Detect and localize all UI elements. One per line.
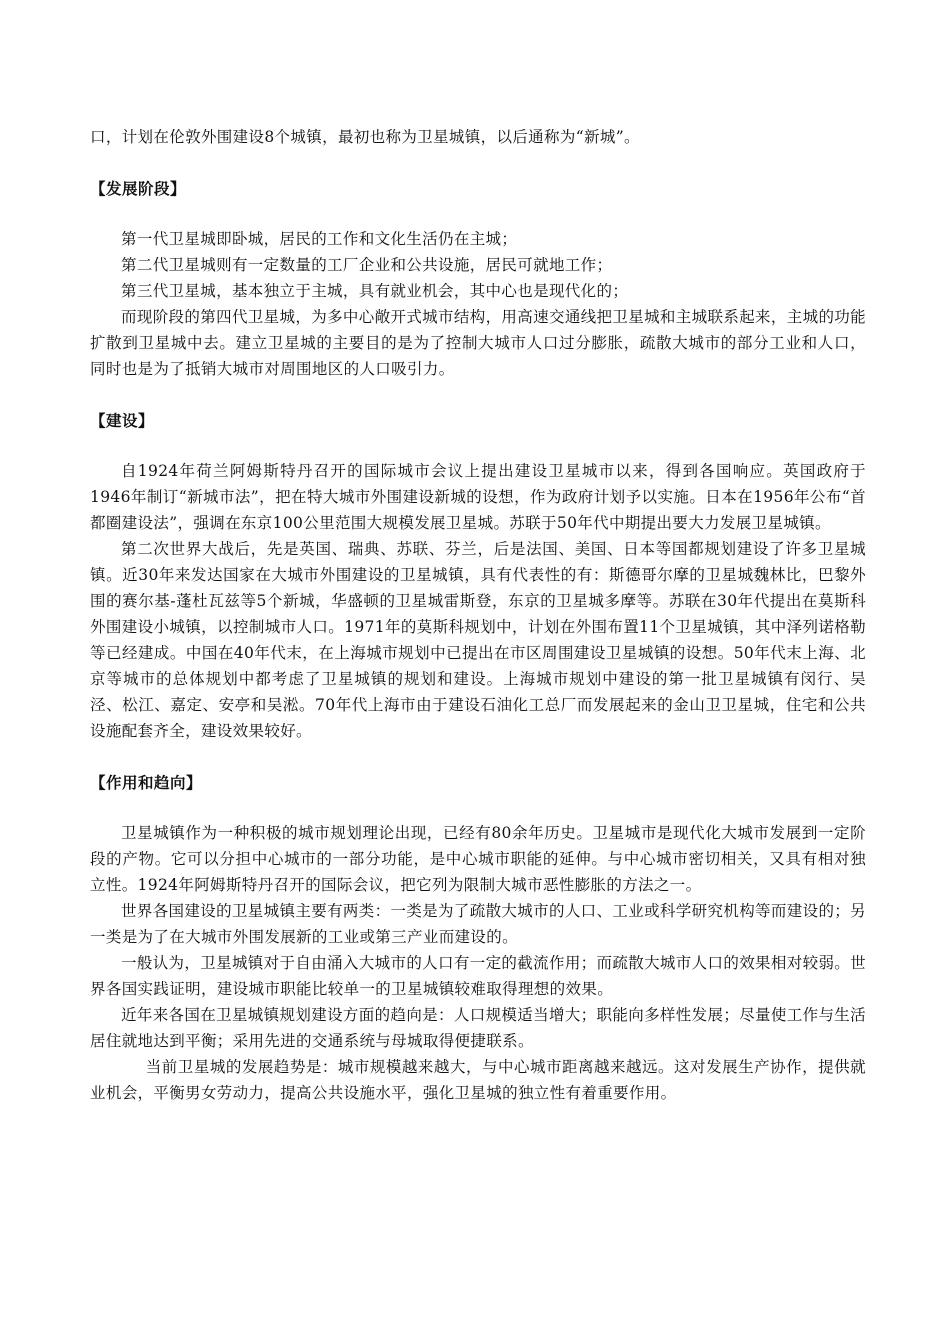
spacer — [90, 202, 866, 226]
stages-paragraph-4: 而现阶段的第四代卫星城，为多中心敞开式城市结构，用高速交通线把卫星城和主城联系起来，主城的功能扩散到卫星城中去。建立卫星城的主要目的是为了控制大城市人口过分膨胀，疏散大城市的部分工业和人口，同时也是为了抵销大城市对周围地区的人口吸引力。 — [90, 308, 866, 378]
section-heading-construction: 【建设】 — [90, 412, 155, 430]
intro-tail-paragraph: 口，计划在伦敦外围建设8个城镇，最初也称为卫星城镇，以后通称为“新城”。 — [90, 128, 640, 146]
role-paragraph-2: 世界各国建设的卫星城镇主要有两类：一类是为了疏散大城市的人口、工业或科学研究机构等而建设的；另一类是为了在大城市外围发展新的工业或第三产业而建设的。 — [90, 902, 866, 946]
role-paragraph-5: 当前卫星城的发展趋势是：城市规模越来越大，与中心城市距离越来越远。这对发展生产协作，提供就业机会，平衡男女劳动力，提高公共设施水平，强化卫星城的独立性有着重要作用。 — [90, 1058, 866, 1102]
role-paragraph-3: 一般认为，卫星城镇对于自由涌入大城市的人口有一定的截流作用；而疏散大城市人口的效果相对较弱。世界各国实践证明，建设城市职能比较单一的卫星城镇较难取得理想的效果。 — [90, 954, 866, 998]
role-paragraph-1: 卫星城镇作为一种积极的城市规划理论出现，已经有80余年历史。卫星城市是现代化大城市发展到一定阶段的产物。它可以分担中心城市的一部分功能，是中心城市职能的延伸。与中心城市密切相关，又具有相对独立性。1924年阿姆斯特丹召开的国际会议，把它列为限制大城市恶性膨胀的方法之一。 — [90, 824, 866, 894]
spacer — [90, 434, 866, 458]
construction-paragraph-2: 第二次世界大战后，先是英国、瑞典、苏联、芬兰，后是法国、美国、日本等国都规划建设了许多卫星城镇。近30年来发达国家在大城市外围建设的卫星城镇，具有代表性的有：斯德哥尔摩的卫星城魏林比，巴黎外围的赛尔基-蓬杜瓦兹等5个新城，华盛顿的卫星城雷斯登，东京的卫星城多摩等。苏联在30年代提出在莫斯科外围建设小城镇，以控制城市人口。1971年的莫斯科规划中，计划在外围布置11个卫星城镇，其中泽列诺格勒等已经建成。中国在40年代末，在上海城市规划中已提出在市区周围建设卫星城镇的设想。50年代末上海、北京等城市的总体规划中都考虑了卫星城镇的规划和建设。上海城市规划中建设的第一批卫星城镇有闵行、吴泾、松江、嘉定、安亭和吴淞。70年代上海市由于建设石油化工总厂而发展起来的金山卫卫星城，住宅和公共设施配套齐全，建设效果较好。 — [90, 540, 866, 740]
stages-paragraph-3: 第三代卫星城，基本独立于主城，具有就业机会，其中心也是现代化的； — [121, 282, 629, 300]
stages-paragraph-2: 第二代卫星城则有一定数量的工厂企业和公共设施，居民可就地工作； — [121, 256, 613, 274]
construction-paragraph-1: 自1924年荷兰阿姆斯特丹召开的国际城市会议上提出建设卫星城市以来，得到各国响应。英国政府于1946年制订“新城市法”，把在特大城市外围建设新城的设想，作为政府计划予以实施。日本在1956年公布“首都圈建设法”，强调在东京100公里范围大规模发展卫星城。苏联于50年代中期提出要大力发展卫星城镇。 — [90, 462, 866, 532]
section-heading-role: 【作用和趋向】 — [90, 774, 203, 792]
spacer — [90, 744, 866, 770]
section-heading-stages: 【发展阶段】 — [90, 180, 187, 198]
spacer — [90, 796, 866, 820]
document-page — [90, 124, 866, 1106]
spacer — [90, 150, 866, 176]
spacer — [90, 382, 866, 408]
role-paragraph-4: 近年来各国在卫星城镇规划建设方面的趋向是：人口规模适当增大；职能向多样性发展；尽量使工作与生活居住就地达到平衡；采用先进的交通系统与母城取得便捷联系。 — [90, 1006, 866, 1050]
stages-paragraph-1: 第一代卫星城即卧城，居民的工作和文化生活仍在主城； — [121, 230, 518, 248]
